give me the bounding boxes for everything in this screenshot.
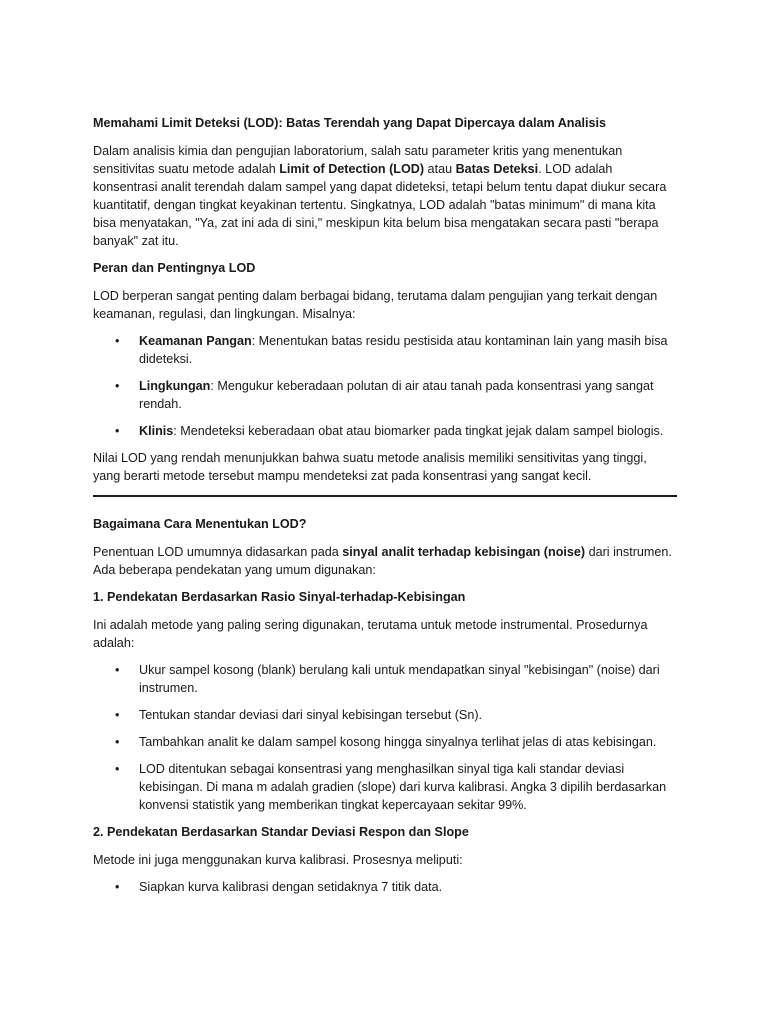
list-item-term: Lingkungan bbox=[139, 379, 211, 393]
cara-intro bbox=[93, 543, 677, 579]
document-page bbox=[93, 114, 677, 905]
approach-2-steps bbox=[93, 878, 677, 896]
list-item: • Siapkan kurva kalibrasi dengan setidaknya 7 titik data. bbox=[93, 878, 677, 896]
section-heading-peran: Peran dan Pentingnya LOD bbox=[93, 261, 256, 275]
approach-1-heading: 1. Pendekatan Berdasarkan Rasio Sinyal-terhadap-Kebisingan bbox=[93, 590, 466, 604]
list-item-term: Klinis bbox=[139, 424, 174, 438]
peran-conclusion: Nilai LOD yang rendah menunjukkan bahwa suatu metode analisis memiliki sensitivitas yang tinggi, yang berarti metode tersebut mampu mendeteksi zat pada konsentrasi yang sangat kecil. bbox=[93, 451, 647, 483]
intro-bold-lod: Limit of Detection (LOD) bbox=[279, 162, 425, 176]
list-item: • Ukur sampel kosong (blank) berulang kali untuk mendapatkan sinyal "kebisingan" (noise) dari instrumen. bbox=[93, 661, 677, 697]
list-item-text: : Mengukur keberadaan polutan di air atau tanah pada konsentrasi yang sangat rendah. bbox=[139, 379, 654, 411]
document-title: Memahami Limit Deteksi (LOD): Batas Terendah yang Dapat Dipercaya dalam Analisis bbox=[93, 116, 606, 130]
cara-bold-sinyal: sinyal analit terhadap kebisingan (noise) bbox=[342, 545, 586, 559]
list-item: • LOD ditentukan sebagai konsentrasi yang menghasilkan sinyal tiga kali standar deviasi kebisingan. Di mana m adalah gradien (slope) dari kurva kalibrasi. Angka 3 dipilih berdasarkan konvensi statistik yang memberikan tingkat kepercayaan sekitar 99%. bbox=[93, 760, 677, 814]
list-item bbox=[93, 422, 677, 440]
intro-text-1: Dalam analisis kimia dan pengujian laboratorium, salah satu parameter kritis yang menentukan sensitivitas suatu metode adalah bbox=[93, 144, 623, 176]
approach-2-intro: Metode ini juga menggunakan kurva kalibrasi. Prosesnya meliputi: bbox=[93, 853, 463, 867]
list-item: • Tambahkan analit ke dalam sampel kosong hingga sinyalnya terlihat jelas di atas kebisingan. bbox=[93, 733, 677, 751]
cara-text-1: Penentuan LOD umumnya didasarkan pada bbox=[93, 545, 343, 559]
peran-list bbox=[93, 332, 677, 440]
section-divider bbox=[93, 495, 677, 497]
approach-2-heading: 2. Pendekatan Berdasarkan Standar Deviasi Respon dan Slope bbox=[93, 825, 469, 839]
intro-text-3: . LOD adalah konsentrasi analit terendah dalam sampel yang dapat dideteksi, tetapi belum tentu dapat diukur secara kuantitatif, dengan tingkat keyakinan tertentu. Singkatnya, LOD adalah "batas minimum" di mana kita bisa menyatakan, "Ya, zat ini ada di sini," meskipun kita belum bisa mengatakan secara pasti "berapa banyak" zat itu. bbox=[93, 162, 667, 248]
list-item-text: : Mendeteksi keberadaan obat atau biomarker pada tingkat jejak dalam sampel biologis. bbox=[173, 424, 664, 438]
peran-intro: LOD berperan sangat penting dalam berbagai bidang, terutama dalam pengujian yang terkait dengan keamanan, regulasi, dan lingkungan. Misalnya: bbox=[93, 289, 658, 321]
approach-1-intro: Ini adalah metode yang paling sering digunakan, terutama untuk metode instrumental. Prosedurnya adalah: bbox=[93, 618, 648, 650]
cara-text-2: dari instrumen. Ada beberapa pendekatan yang umum digunakan: bbox=[93, 545, 672, 577]
intro-text-2: atau bbox=[424, 162, 456, 176]
intro-paragraph bbox=[93, 142, 677, 250]
list-item-term: Keamanan Pangan bbox=[139, 334, 252, 348]
list-item: • Tentukan standar deviasi dari sinyal kebisingan tersebut (Sn). bbox=[93, 706, 677, 724]
section-heading-cara: Bagaimana Cara Menentukan LOD? bbox=[93, 517, 307, 531]
list-item-text: : Menentukan batas residu pestisida atau kontaminan lain yang masih bisa dideteksi. bbox=[139, 334, 668, 366]
list-item bbox=[93, 332, 677, 368]
intro-bold-batas: Batas Deteksi bbox=[455, 162, 539, 176]
list-item bbox=[93, 377, 677, 413]
approach-1-steps bbox=[93, 661, 677, 814]
